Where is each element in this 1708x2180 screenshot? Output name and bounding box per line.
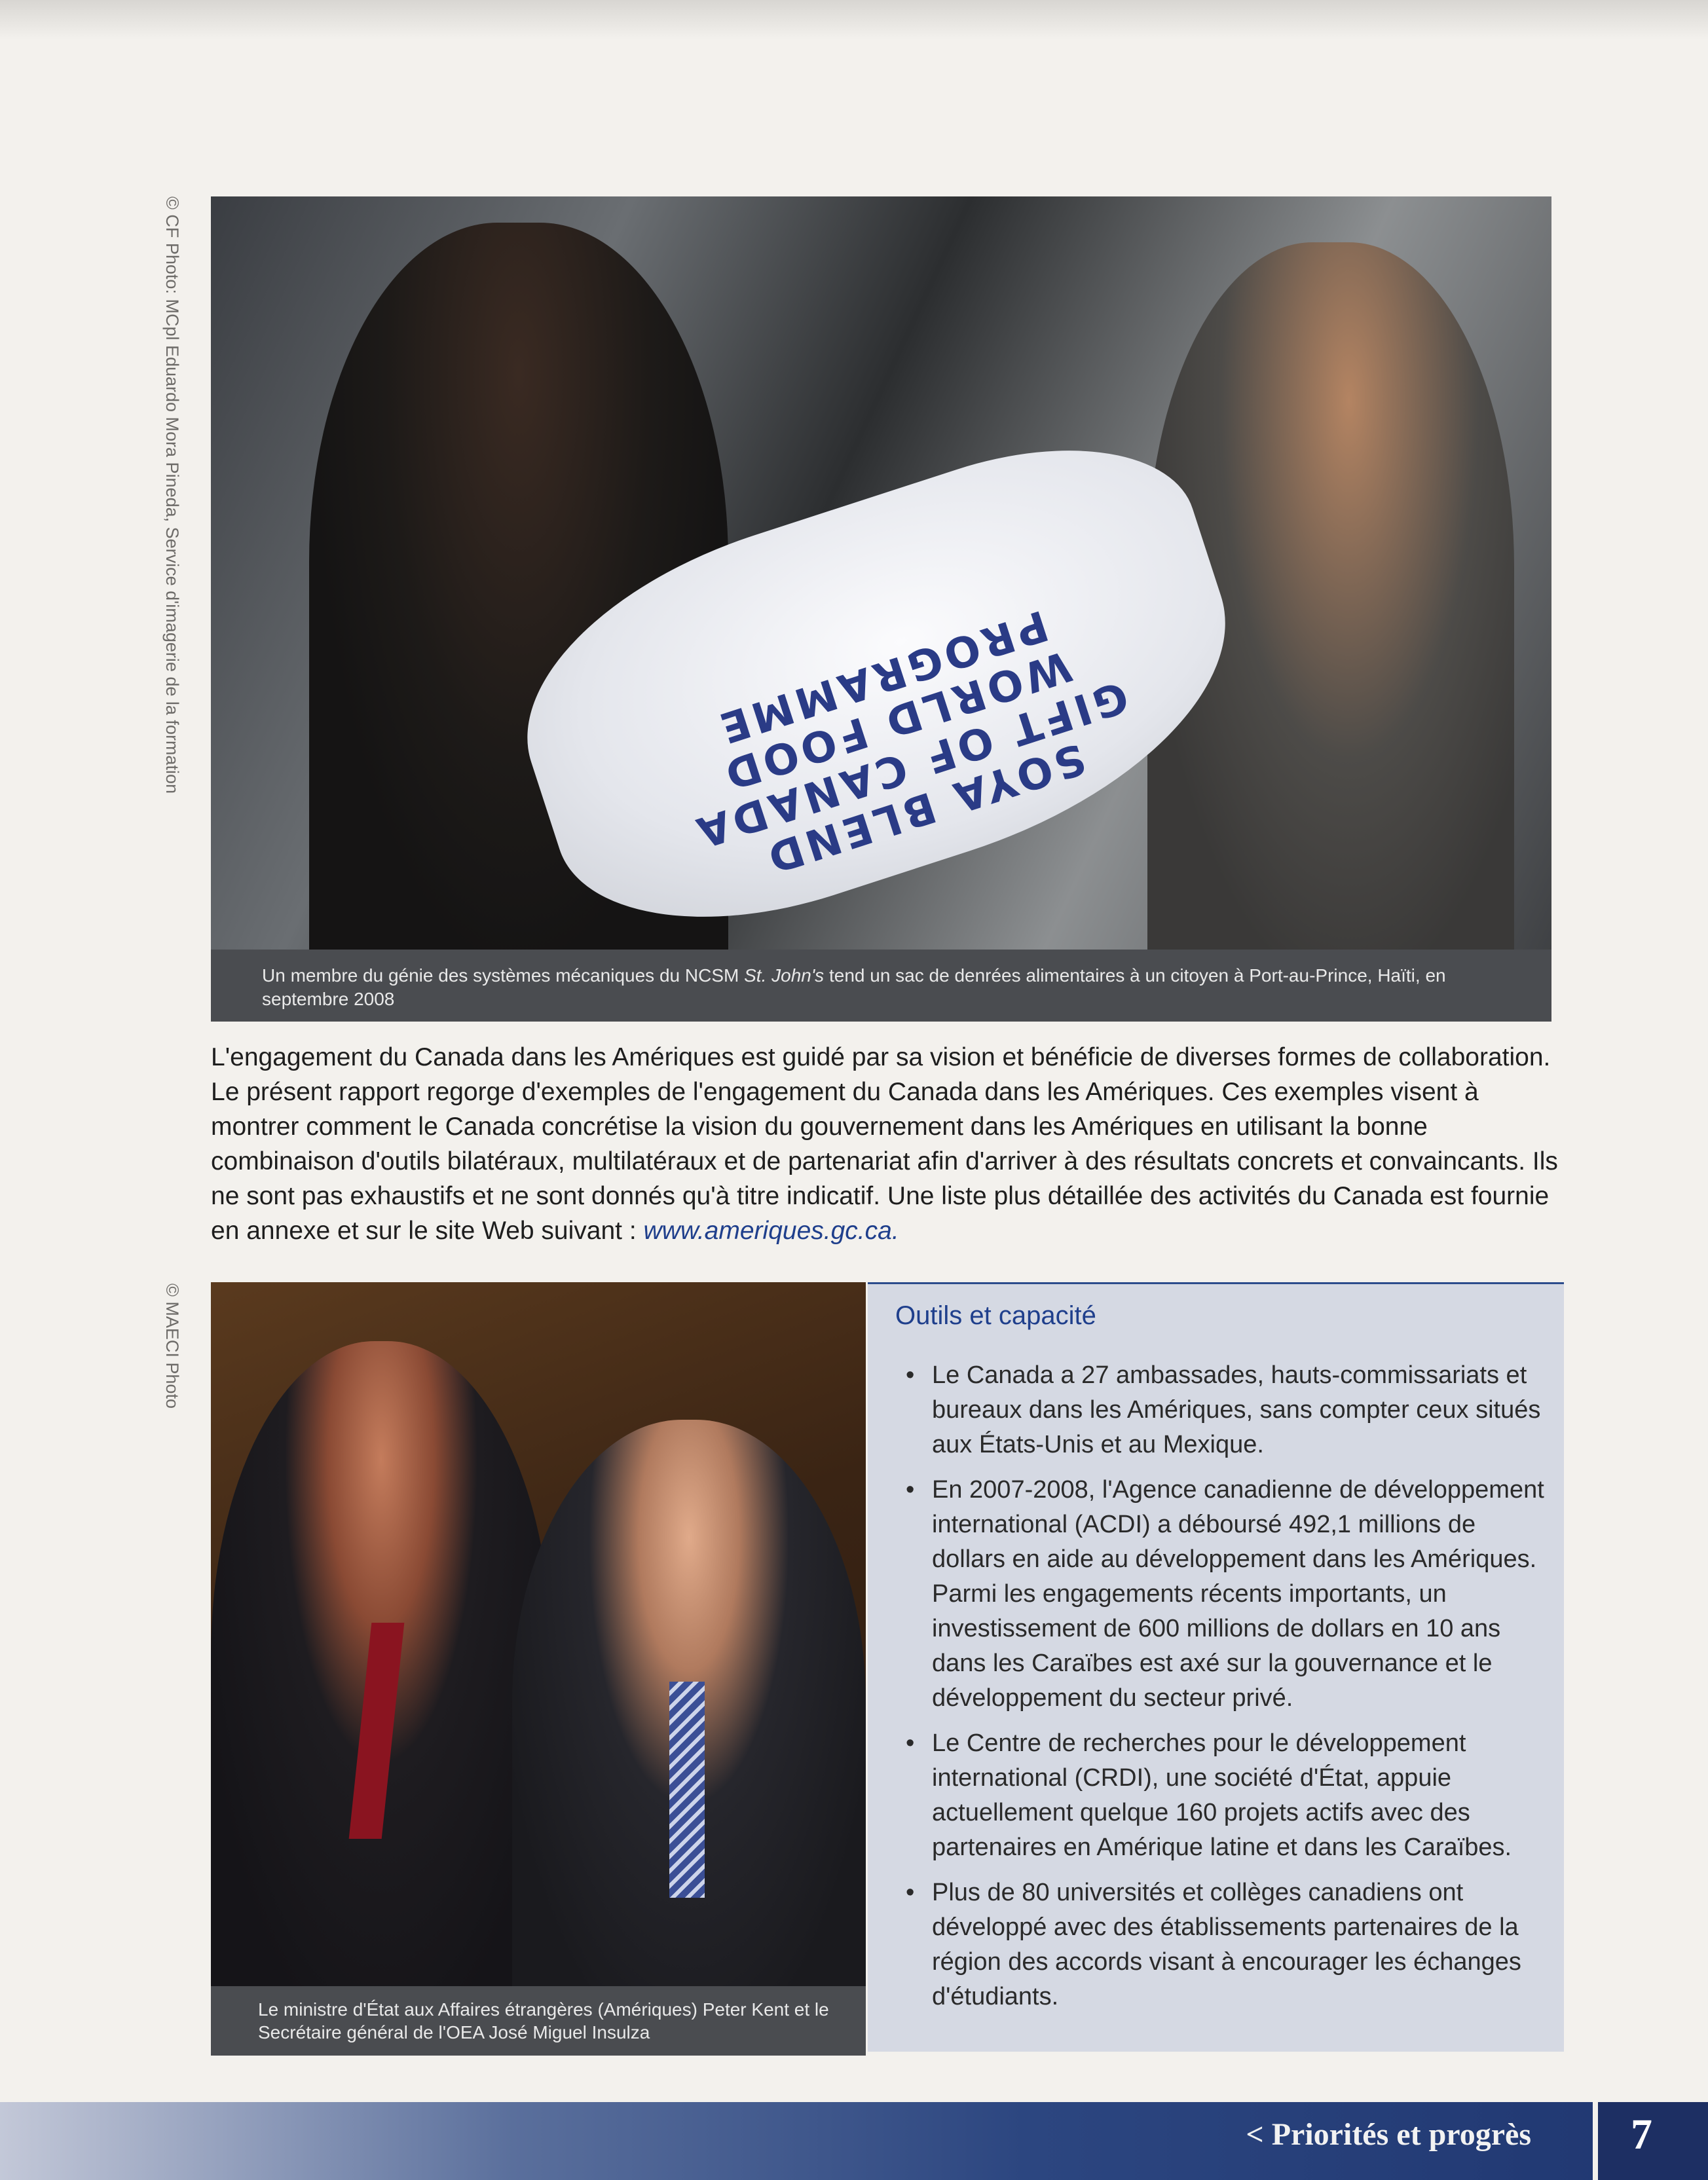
list-item: • Plus de 80 universités et collèges canadiens ont développé avec des établissements partenaires de la région des accords visant à encourager les échanges d'étudiants. xyxy=(882,1875,1544,2014)
page-top-edge xyxy=(0,0,1708,39)
photo-food-aid xyxy=(211,196,1551,950)
list-item: • En 2007-2008, l'Agence canadienne de développement international (ACDI) a déboursé 492,1 millions de dollars en aide au développement dans les Amériques. Parmi les engagements récents importants, un investissement de 600 millions de dollars en 10 ans dans les Caraïbes est axé sur la gouvernance et le développement du secteur privé. xyxy=(882,1473,1544,1716)
photo-credit-bottom: © MAECI Photo xyxy=(162,1284,182,1409)
tools-list xyxy=(882,1358,1544,2014)
caption-ship-name: St. John's xyxy=(744,965,825,986)
photo-officials xyxy=(211,1282,866,1986)
photo-caption-top xyxy=(211,950,1551,1022)
website-link[interactable]: www.ameriques.gc.ca. xyxy=(643,1217,899,1245)
footer-section-label: < Priorités et progrès xyxy=(1246,2117,1531,2152)
caption-text-2: tend un sac de denrées alimentaires à un citoyen à Port-au-Prince, Haïti, en septembre 2008 xyxy=(262,965,1446,1009)
photo-tie-striped xyxy=(669,1682,705,1898)
list-item: • Le Canada a 27 ambassades, hauts-commissariats et bureaux dans les Amériques, sans compter ceux situés aux États-Unis et au Mexique. xyxy=(882,1358,1544,1462)
tools-capacity-box xyxy=(868,1282,1564,2052)
intro-paragraph-text: L'engagement du Canada dans les Amériques est guidé par sa vision et bénéficie de diverses formes de collaboration. Le présent rapport regorge d'exemples de l'engagement du Canada dans les Amériques. Ces exemples visent à montrer comment le Canada concrétise la vision du gouvernement dans les Amériques en utilisant la bonne combinaison d'outils bilatéraux, multilatéraux et de partenariat afin d'arriver à des résultats concrets et convaincants. Ils ne sont pas exhaustifs et ne sont donnés qu'à titre indicatif. Une liste plus détaillée des activités du Canada est fournie en annexe et sur le site Web suivant : xyxy=(211,1043,1558,1245)
list-item: • Le Centre de recherches pour le développement international (CRDI), une société d'État, appuie actuellement quelque 160 projets actifs avec des partenaires en Amérique latine et dans les Caraïbes. xyxy=(882,1726,1544,1865)
photo-credit-top: © CF Photo: MCpl Eduardo Mora Pineda, Service d'imagerie de la formation xyxy=(162,196,182,794)
intro-paragraph xyxy=(211,1040,1560,1248)
photo-caption-bottom: Le ministre d'État aux Affaires étrangères (Amériques) Peter Kent et le Secrétaire général de l'OEA José Miguel Insulza xyxy=(211,1986,866,2056)
sack-print: SOYA BLEND GIFT OF CANADA WORLD FOOD PROGRAMME xyxy=(687,600,1134,883)
tools-title: Outils et capacité xyxy=(895,1301,1096,1330)
page-number: 7 xyxy=(1631,2111,1652,2158)
caption-text-1: Un membre du génie des systèmes mécaniques du NCSM xyxy=(262,965,745,986)
